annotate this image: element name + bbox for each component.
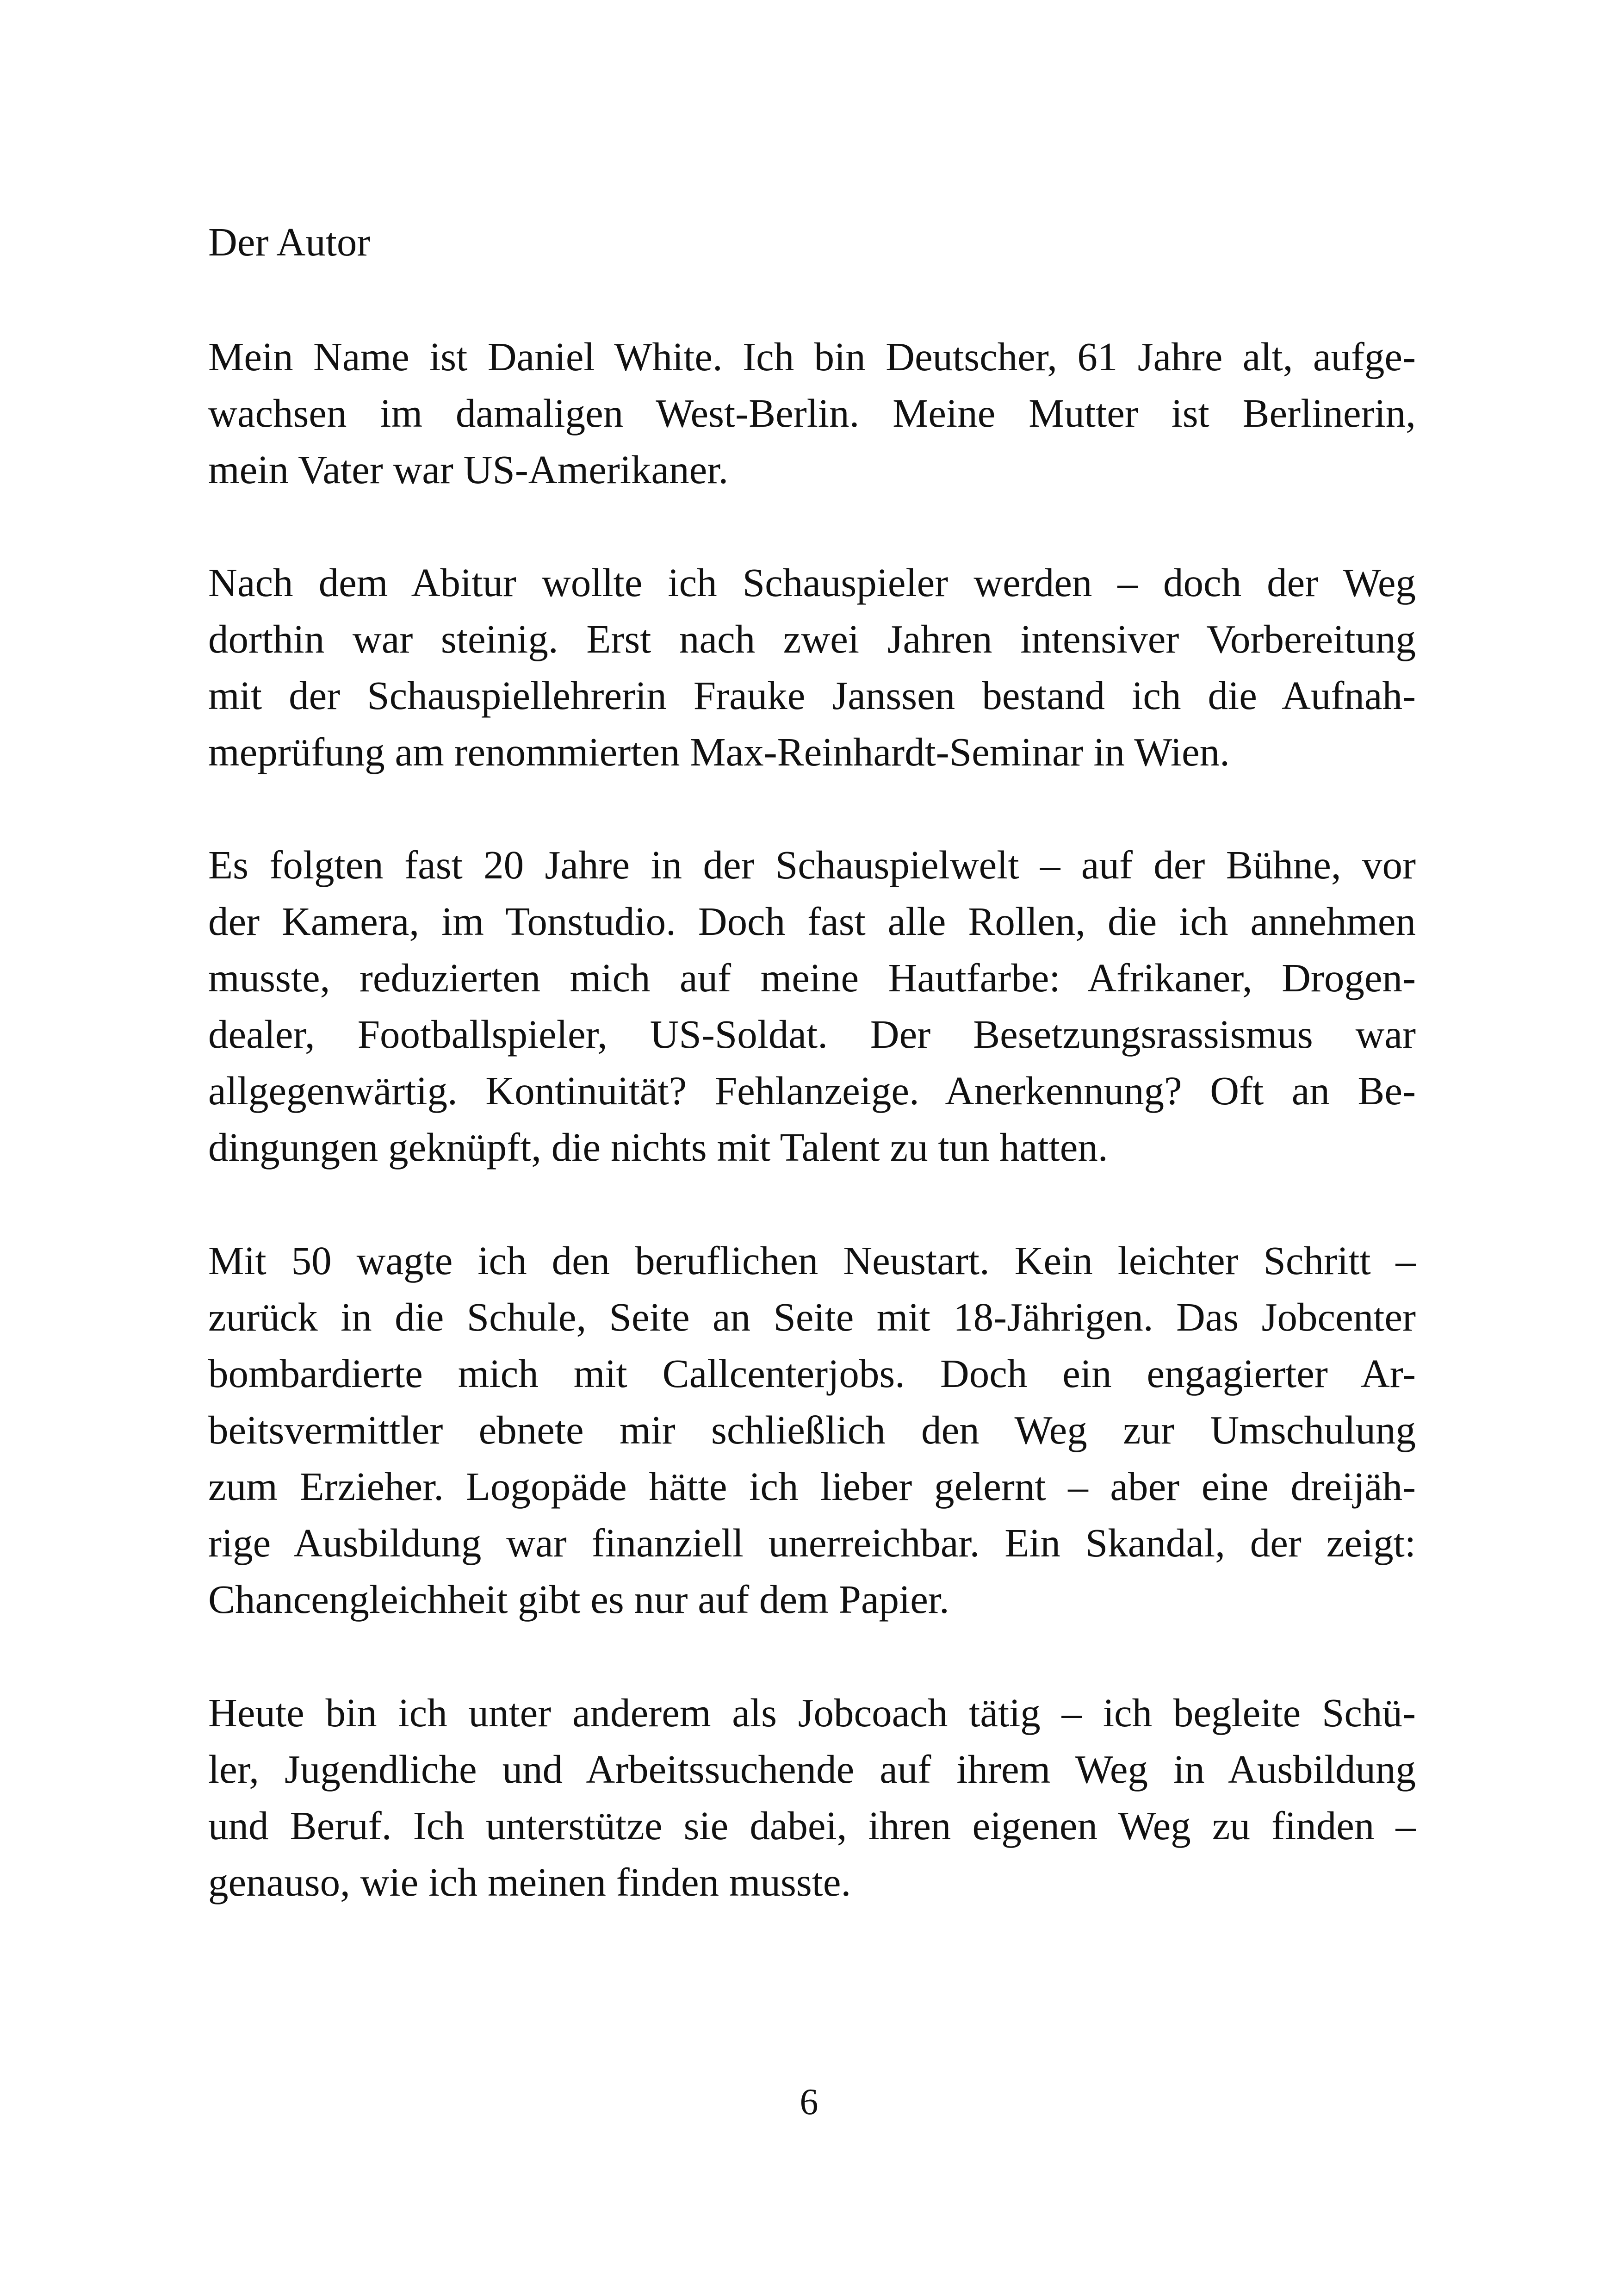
paragraph-intro [208, 329, 1416, 498]
text-line: wachsen im damaligen West-Berlin. Meine Mutter ist Berlinerin, [208, 391, 1416, 436]
text-line: musste, reduzierten mich auf meine Hautfarbe: Afrikaner, Drogen- [208, 955, 1416, 1000]
text-line: Nach dem Abitur wollte ich Schauspieler werden – doch der Weg [208, 560, 1416, 605]
section-heading: Der Autor [208, 219, 371, 264]
text-line: beitsvermittler ebnete mir schließlich den Weg zur Umschulung [208, 1407, 1416, 1452]
text-line: der Kamera, im Tonstudio. Doch fast alle Rollen, die ich annehmen [208, 899, 1416, 944]
text-line: mein Vater war US-Amerikaner. [208, 447, 729, 492]
text-line: Heute bin ich unter anderem als Jobcoach tätig – ich begleite Schü- [208, 1690, 1416, 1735]
text-line: meprüfung am renommierten Max-Reinhardt-Seminar in Wien. [208, 729, 1230, 774]
paragraph-today [208, 1685, 1416, 1910]
paragraph-new-start [208, 1232, 1416, 1628]
text-line: dorthin war steinig. Erst nach zwei Jahren intensiver Vorbereitung [208, 616, 1416, 661]
text-line: Es folgten fast 20 Jahre in der Schauspielwelt – auf der Bühne, vor [208, 842, 1416, 887]
text-line: allgegenwärtig. Kontinuität? Fehlanzeige. Anerkennung? Oft an Be- [208, 1068, 1416, 1113]
text-line: dealer, Footballspieler, US-Soldat. Der Besetzungsrassismus war [208, 1012, 1416, 1057]
text-line: zurück in die Schule, Seite an Seite mit 18-Jährigen. Das Jobcenter [208, 1294, 1416, 1339]
paragraph-acting-career [208, 837, 1416, 1176]
paragraph-education [208, 554, 1416, 780]
text-line: dingungen geknüpft, die nichts mit Talent zu tun hatten. [208, 1125, 1108, 1170]
text-line: rige Ausbildung war finanziell unerreichbar. Ein Skandal, der zeigt: [208, 1520, 1416, 1565]
text-line: und Beruf. Ich unterstütze sie dabei, ihren eigenen Weg zu finden – [208, 1803, 1416, 1848]
text-line: Mein Name ist Daniel White. Ich bin Deutscher, 61 Jahre alt, aufge- [208, 334, 1416, 379]
text-line: Chancengleichheit gibt es nur auf dem Papier. [208, 1577, 949, 1622]
text-line: ler, Jugendliche und Arbeitssuchende auf ihrem Weg in Ausbildung [208, 1747, 1416, 1792]
text-line: zum Erzieher. Logopäde hätte ich lieber gelernt – aber eine dreijäh- [208, 1464, 1416, 1509]
text-line: Mit 50 wagte ich den beruflichen Neustart. Kein leichter Schritt – [208, 1238, 1416, 1283]
text-line: genauso, wie ich meinen finden musste. [208, 1860, 851, 1904]
page-number: 6 [800, 2082, 818, 2122]
text-line: mit der Schauspiellehrerin Frauke Janssen bestand ich die Aufnah- [208, 673, 1416, 718]
text-line: bombardierte mich mit Callcenterjobs. Doch ein engagierter Ar- [208, 1351, 1416, 1396]
